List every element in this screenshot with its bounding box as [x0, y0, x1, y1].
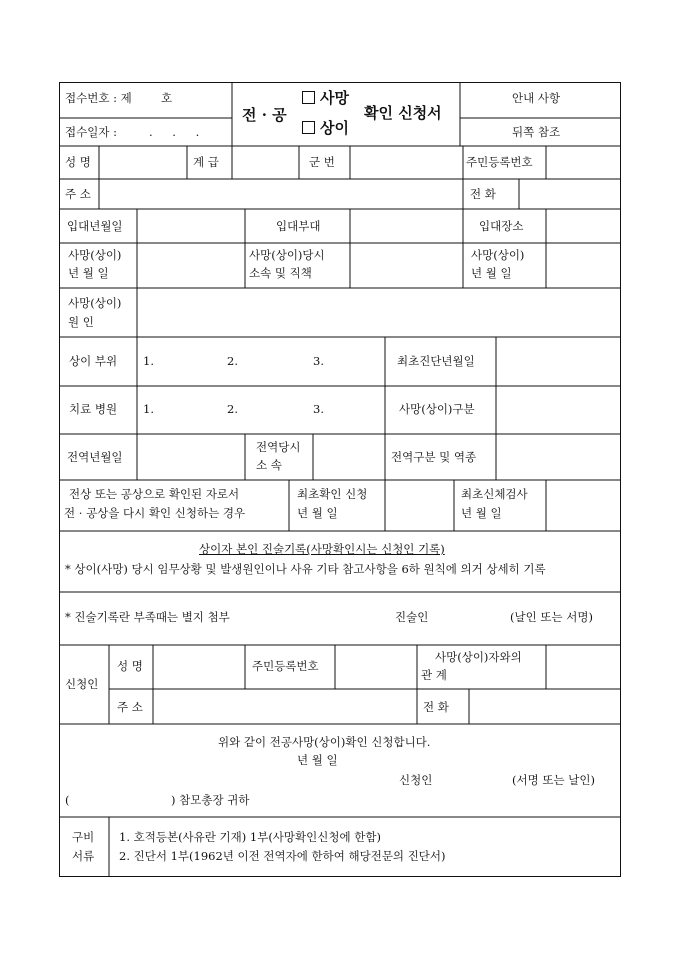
- address-label: 주 소: [65, 187, 91, 201]
- form-grid-lines: [59, 82, 621, 877]
- phone-label: 전 화: [470, 187, 496, 201]
- statement-title: 상이자 본인 진술기록(사망확인시는 신청인 기록): [199, 542, 445, 556]
- receipt-date-dots: . . .: [149, 125, 208, 139]
- applicant-relation-label-2: 관 계: [421, 668, 447, 682]
- documents-label-1: 구비: [72, 830, 95, 844]
- first-confirm-label-2: 년 월 일: [297, 506, 338, 520]
- resident-number-label: 주민등록번호: [466, 155, 533, 169]
- death-checkbox-option[interactable]: [302, 89, 349, 108]
- injury-part-num-2: 2.: [227, 354, 238, 368]
- death-date-2-label-2: 년 월 일: [471, 266, 512, 280]
- enlist-date-label: 입대년월일: [67, 219, 123, 233]
- document-item-1: 1. 호적등본(사유란 기재) 1부(사망확인신청에 한함): [119, 830, 381, 844]
- first-confirm-label-1: 최초확인 신청: [297, 487, 368, 501]
- applicant-label: 신청인: [65, 677, 99, 691]
- discharge-date-label: 전역년월일: [67, 450, 123, 464]
- receipt-ho-label: 호: [161, 91, 173, 105]
- declaration-sign-note: (서명 또는 날인): [512, 773, 595, 787]
- enlist-unit-label: 입대부대: [276, 219, 321, 233]
- form-title: 확인 신청서: [364, 104, 442, 122]
- injury-checkbox-option[interactable]: [302, 119, 349, 138]
- death-date-label-1: 사망(상이): [68, 248, 122, 262]
- death-date-label-2: 년 월 일: [68, 266, 109, 280]
- receipt-date-label: 접수일자 :: [65, 125, 117, 139]
- injury-part-label: 상이 부위: [69, 354, 118, 368]
- addressee-open-paren: (: [65, 793, 70, 807]
- death-type-label: 사망(상이)구분: [399, 402, 475, 416]
- application-form: [59, 82, 621, 877]
- discharge-unit-label-2: 소 속: [256, 458, 282, 472]
- death-date-2-label-1: 사망(상이): [471, 248, 525, 262]
- hospital-num-2: 2.: [227, 402, 238, 416]
- injury-part-num-1: 1.: [143, 354, 154, 368]
- discharge-type-label: 전역구분 및 역종: [391, 450, 477, 464]
- injury-label: 상이: [320, 119, 349, 137]
- injury-part-num-3: 3.: [313, 354, 324, 368]
- document-item-2: 2. 진단서 1부(1962년 이전 전역자에 한하여 해당전문의 진단서): [119, 849, 446, 863]
- declaration-signer-label: 신청인: [399, 773, 433, 787]
- jeon-gong-label: 전 · 공: [242, 106, 287, 124]
- name-label: 성 명: [65, 155, 91, 169]
- injury-checkbox[interactable]: [302, 121, 315, 134]
- first-diagnosis-date-label: 최초진단년월일: [397, 354, 475, 368]
- death-unit-label-1: 사망(상이)당시: [249, 248, 325, 262]
- death-unit-label-2: 소속 및 직책: [249, 266, 312, 280]
- declaration-date: 년 월 일: [297, 753, 338, 767]
- stater-seal-label: (날인 또는 서명): [510, 610, 593, 624]
- attachment-note: * 진술기록란 부족때는 별지 첨부: [65, 610, 230, 624]
- guide-label: 안내 사항: [512, 91, 561, 105]
- applicant-relation-label-1: 사망(상이)자와의: [435, 650, 522, 664]
- addressee-label: ) 참모총장 귀하: [171, 793, 250, 807]
- documents-label-2: 서류: [72, 849, 95, 863]
- discharge-unit-label-1: 전역당시: [256, 440, 301, 454]
- death-checkbox[interactable]: [302, 91, 315, 104]
- enlist-place-label: 입대장소: [479, 219, 524, 233]
- first-exam-label-1: 최초신체검사: [461, 487, 528, 501]
- receipt-number-label: 접수번호 : 제: [65, 91, 132, 105]
- statement-note: * 상이(사망) 당시 임무상황 및 발생원인이나 사유 기타 참고사항을 6하 원칙에 의거 상세히 기록: [65, 562, 546, 576]
- see-back-label: 뒤쪽 참조: [512, 125, 561, 139]
- hospital-num-1: 1.: [143, 402, 154, 416]
- recheck-label-1: 전상 또는 공상으로 확인된 자로서: [69, 487, 240, 501]
- declaration-text: 위와 같이 전공사망(상이)확인 신청합니다.: [218, 735, 431, 749]
- applicant-address-label: 주 소: [117, 700, 143, 714]
- first-exam-label-2: 년 월 일: [461, 506, 502, 520]
- hospital-num-3: 3.: [313, 402, 324, 416]
- hospital-label: 치료 병원: [69, 402, 118, 416]
- cause-label-1: 사망(상이): [68, 296, 122, 310]
- recheck-label-2: 전 · 공상을 다시 확인 신청하는 경우: [64, 506, 246, 520]
- cause-label-2: 원 인: [68, 315, 94, 329]
- rank-label: 계 급: [193, 155, 219, 169]
- stater-label: 진술인: [395, 610, 429, 624]
- applicant-resident-number-label: 주민등록번호: [252, 659, 319, 673]
- applicant-phone-label: 전 화: [423, 700, 449, 714]
- death-label: 사망: [320, 89, 349, 107]
- applicant-name-label: 성 명: [117, 659, 143, 673]
- service-number-label: 군 번: [309, 155, 335, 169]
